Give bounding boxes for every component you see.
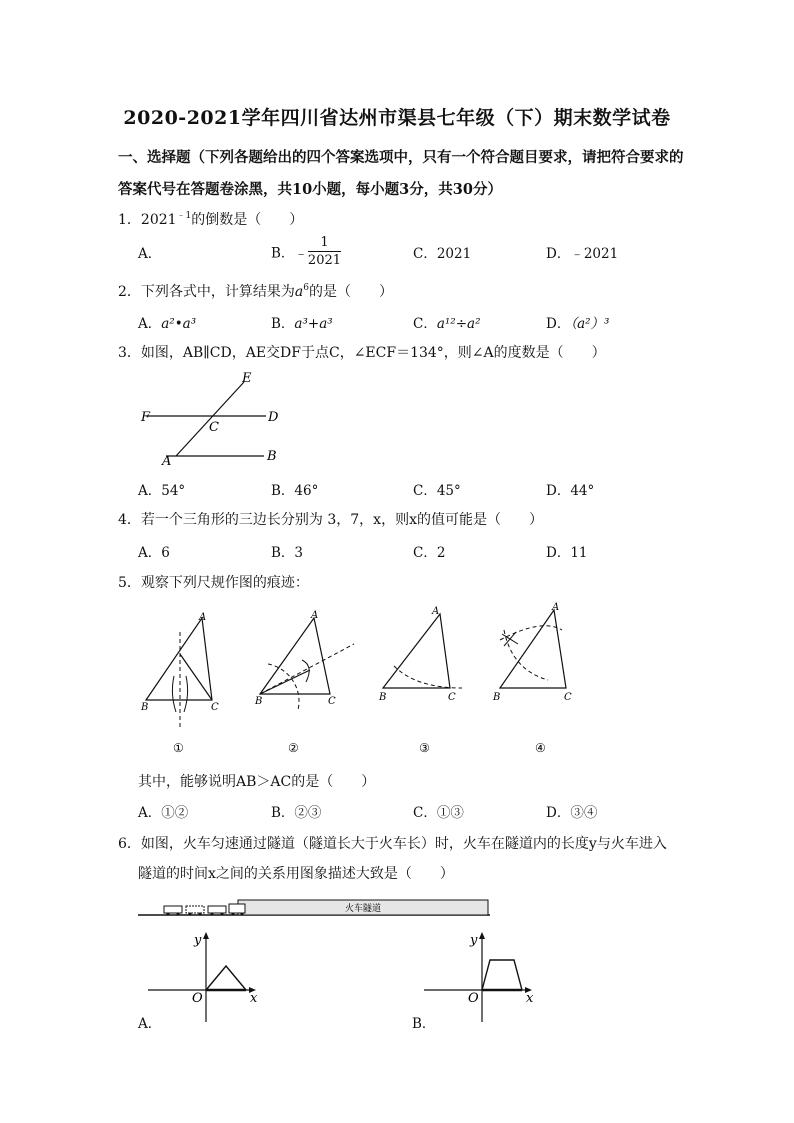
svg-text:B: B [255, 696, 263, 707]
label-b: B [267, 449, 277, 464]
caption-1: ① [173, 741, 184, 755]
label-c: C [209, 420, 219, 435]
tunnel-label: 火车隧道 [345, 904, 382, 914]
angle-bisector [260, 644, 354, 694]
q4-option-c: C．2 [413, 545, 446, 561]
q1-option-d: D．﹣2021 [546, 246, 619, 262]
svg-text:B: B [493, 692, 501, 703]
q2-option-b: B．a³+a³ [271, 316, 333, 332]
q5-option-b: B．②③ [271, 805, 322, 821]
q2-option-c: C．a¹²÷a² [413, 316, 481, 332]
q4-option-d: D．11 [546, 545, 588, 561]
svg-text:y: y [470, 933, 478, 948]
q5-option-d: D．③④ [546, 805, 598, 821]
question-3-stem: 3．如图，AB∥CD，AE交DF于点C，∠ECF＝134°，则∠A的度数是（ ） [118, 345, 606, 361]
q3-option-d: D．44° [546, 483, 595, 499]
section-heading-line2: 答案代号在答题卷涂黑，共10小题，每小题3分，共30分） [118, 181, 502, 198]
train-engine [229, 904, 245, 913]
question-6-stem-line1: 6．如图，火车匀速通过隧道（隧道长大于火车长）时，火车在隧道内的长度y与火车进入 [118, 836, 667, 852]
q6-train-tunnel-figure [138, 895, 490, 921]
label-d: D [268, 410, 279, 425]
train-car [164, 906, 182, 913]
train-car [186, 906, 204, 913]
q5-figure-2 [252, 604, 362, 756]
graph-b-curve [482, 960, 522, 990]
q1-option-b: B．﹣ $\frac{1}{2021}$ [271, 235, 342, 268]
question-2-stem: 2．下列各式中，计算结果为$a^6$的是（ ） [118, 283, 394, 300]
arc-trace [394, 666, 462, 688]
caption-2: ② [288, 741, 299, 755]
svg-text:y: y [194, 933, 202, 948]
q5-option-a: A．①② [138, 805, 189, 821]
train-car [208, 906, 226, 913]
q5-figure-3 [376, 602, 476, 756]
q6-graph-b [416, 928, 546, 1028]
q1-option-c: C．2021 [413, 246, 472, 262]
svg-text:O: O [468, 991, 479, 1006]
q3-option-b: B．46° [271, 483, 319, 499]
caption-3: ③ [419, 741, 430, 755]
page-title: 2020-2021学年四川省达州市渠县七年级（下）期末数学试卷 [123, 107, 671, 129]
q5-figure-4 [490, 600, 590, 756]
label-f: F [141, 410, 151, 425]
svg-text:C: C [448, 692, 456, 703]
label-a: A [162, 454, 172, 468]
svg-text:C: C [211, 702, 219, 713]
svg-text:O: O [192, 991, 203, 1006]
q1-fraction: $\frac{1}{2021}$ [307, 235, 342, 268]
q4-option-a: A．6 [138, 545, 170, 561]
q3-option-a: A．54° [138, 483, 186, 499]
q3-option-c: C．45° [413, 483, 461, 499]
q5-figure-1 [136, 604, 236, 756]
q2-option-d: D．（a²）³ [546, 316, 610, 332]
svg-text:B: B [379, 692, 387, 703]
section-heading-line1: 一、选择题（下列各题给出的四个答案选项中，只有一个符合题目要求，请把符合要求的 [118, 149, 684, 166]
question-5-stem: 5．观察下列尺规作图的痕迹： [118, 575, 309, 591]
q2-option-a: A．a²•a³ [138, 316, 197, 332]
svg-text:A: A [311, 610, 319, 621]
q1-option-a: A． [138, 246, 162, 262]
label-e: E [242, 371, 252, 386]
line-ae [176, 382, 244, 456]
svg-text:A: A [432, 606, 440, 617]
q4-option-b: B．3 [271, 545, 304, 561]
question-4-stem: 4．若一个三角形的三边长分别为 3，7，x，则x的值可能是（ ） [118, 512, 543, 528]
svg-text:x: x [250, 991, 258, 1006]
svg-text:C: C [328, 696, 336, 707]
svg-text:A: A [199, 612, 207, 623]
q6-option-b: B． [412, 1016, 436, 1032]
svg-text:C: C [564, 692, 572, 703]
q6-option-a: A． [138, 1016, 162, 1032]
svg-text:A: A [552, 602, 560, 613]
question-6-stem-line2: 隧道的时间x之间的关系用图象描述大致是（ ） [138, 866, 454, 882]
svg-text:x: x [526, 991, 534, 1006]
question-5-subquestion: 其中，能够说明AB＞AC的是（ ） [138, 774, 376, 790]
svg-text:B: B [141, 702, 149, 713]
q5-option-c: C．①③ [413, 805, 464, 821]
caption-4: ④ [535, 741, 546, 755]
question-1-stem: 1．$2021^{﹣1}$的倒数是（ ） [118, 211, 304, 228]
q3-figure-parallel-lines [136, 368, 296, 468]
graph-a-curve [206, 966, 246, 990]
